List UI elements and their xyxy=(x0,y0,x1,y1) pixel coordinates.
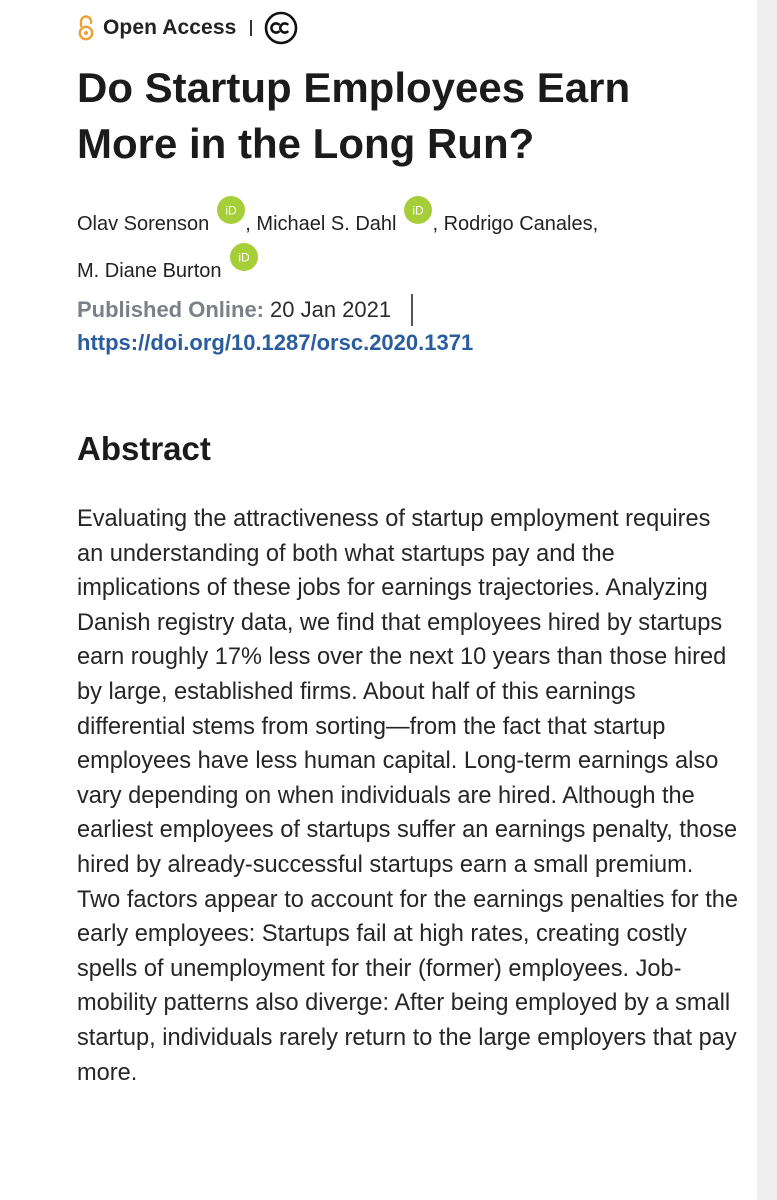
scrollbar[interactable] xyxy=(757,0,777,1200)
divider xyxy=(411,294,413,326)
published-label: Published Online: xyxy=(77,297,265,322)
author-rodrigo-canales[interactable] xyxy=(444,213,593,235)
orcid-icon[interactable] xyxy=(404,196,432,224)
author-separator: , xyxy=(432,213,444,235)
published-date: 20 Jan 2021 xyxy=(270,297,392,322)
author-name[interactable]: Rodrigo Canales xyxy=(443,213,593,235)
abstract-heading: Abstract xyxy=(77,430,211,467)
author-name[interactable]: M. Diane Burton xyxy=(77,260,222,282)
author-diane-burton[interactable] xyxy=(77,250,258,282)
creative-commons-icon[interactable] xyxy=(264,11,298,45)
author-name[interactable]: Olav Sorenson xyxy=(77,213,210,235)
author-name[interactable]: Michael S. Dahl xyxy=(256,213,397,235)
doi-link[interactable]: https://doi.org/10.1287/orsc.2020.1371 xyxy=(77,330,474,355)
open-access-label: Open Access xyxy=(103,16,237,39)
orcid-label: iD xyxy=(412,203,425,218)
author-michael-dahl[interactable] xyxy=(256,203,432,235)
abstract-text: Evaluating the attractiveness of startup employment requires an understanding of both what startups pay and the implications of these jobs for earnings trajectories. Analyzing Danish registry data, we find that employees hired by startups earn roughly 17% less over the next 10 years than those hired by large, established firms. About half of this earnings differential stems from sorting—from the fact that startup employees have less human capital. Long-term earnings also vary depending on when individuals are hired. Although the earliest employees of startups suffer an earnings penalty, those hired by already-successful startups earn a small premium. Two factors appear to account for the earnings penalties for the early employees: Startups fail at high rates, creating costly spells of unemployment for their (former) employees. Job-mobility patterns also diverge: After being employed by a small startup, individuals rarely return to the large employers that pay more. xyxy=(77,506,739,1086)
author-separator: , xyxy=(245,213,257,235)
author-separator: , xyxy=(592,213,599,235)
author-list xyxy=(77,196,697,290)
open-lock-icon xyxy=(77,15,95,41)
orcid-label: iD xyxy=(237,250,250,265)
author-olav-sorenson[interactable] xyxy=(77,203,245,235)
orcid-icon[interactable] xyxy=(230,243,258,271)
publication-info xyxy=(77,292,413,328)
orcid-icon[interactable] xyxy=(217,196,245,224)
divider xyxy=(250,20,252,36)
access-badge-row xyxy=(77,12,298,44)
article-title: Do Startup Employees Earn More in the Long Run? xyxy=(77,64,631,167)
orcid-label: iD xyxy=(225,203,237,218)
